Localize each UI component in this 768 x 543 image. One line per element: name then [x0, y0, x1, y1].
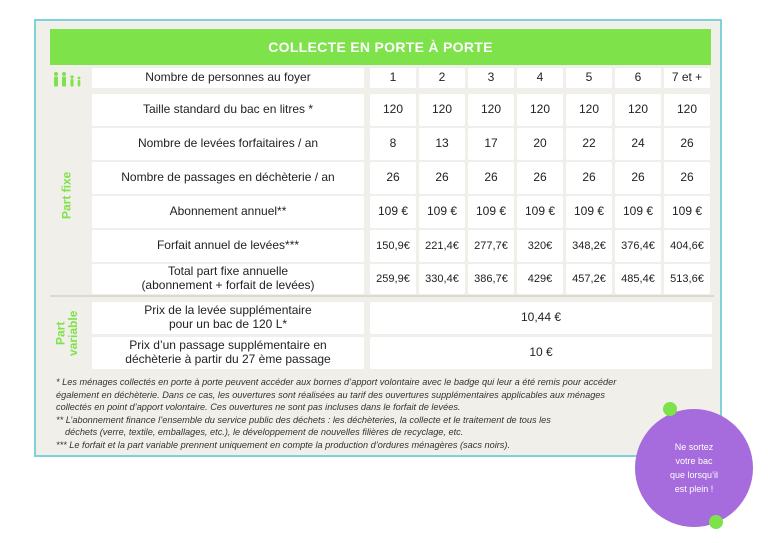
value-cell: 513,6€: [664, 264, 710, 294]
value-cell: 20: [517, 128, 563, 160]
footnote-line: déchets (verre, textile, emballages, etc.), le développement de nouvelles filières de recyclage, etc.: [65, 427, 464, 437]
value-cell: 120: [566, 94, 612, 126]
value-cell: 3: [468, 68, 514, 88]
value-cell: 404,6€: [664, 230, 710, 262]
value-cell: 120: [419, 94, 465, 126]
table-row: [36, 128, 724, 160]
reminder-bubble: [635, 409, 753, 527]
variable-label: [92, 337, 364, 369]
value-cell: 26: [419, 162, 465, 194]
value-cell: 320€: [517, 230, 563, 262]
value-cell: 109 €: [615, 196, 661, 228]
value-cell: 120: [664, 94, 710, 126]
value-cell: 277,7€: [468, 230, 514, 262]
table-row: [36, 162, 724, 194]
table-row: [36, 94, 724, 126]
value-cell: 109 €: [468, 196, 514, 228]
value-cell: 26: [517, 162, 563, 194]
value-cell: 109 €: [419, 196, 465, 228]
value-cell: 348,2€: [566, 230, 612, 262]
value-cell: 26: [615, 162, 661, 194]
value-cell: 109 €: [566, 196, 612, 228]
value-cell: 17: [468, 128, 514, 160]
decorative-dot: [663, 402, 677, 416]
banner-title: COLLECTE EN PORTE À PORTE: [50, 29, 711, 65]
row-label: Nombre de personnes au foyer: [92, 68, 364, 88]
value-cell: 259,9€: [370, 264, 416, 294]
value-cell: 221,4€: [419, 230, 465, 262]
value-cell: 4: [517, 68, 563, 88]
value-cell: 2: [419, 68, 465, 88]
variable-label-line2: déchèterie à partir du 27 ème passage: [125, 352, 331, 366]
footnote-line: *** Le forfait et la part variable prennent uniquement en compte la production d’ordures ménagères (sacs noirs).: [56, 439, 511, 450]
value-cell: 330,4€: [419, 264, 465, 294]
value-cell: 457,2€: [566, 264, 612, 294]
variable-label-line1: Prix de la levée supplémentaire: [144, 303, 312, 318]
value-cell: 150,9€: [370, 230, 416, 262]
value-cell: 109 €: [517, 196, 563, 228]
value-cell: 386,7€: [468, 264, 514, 294]
variable-row: [36, 337, 724, 369]
value-cell: 26: [370, 162, 416, 194]
footnote-line: également en déchèterie. Dans ce cas, les ouvertures sont réalisées au tarif des ouvertures supplémentaires applicables aux ménages: [56, 389, 606, 400]
collection-card: [34, 19, 722, 457]
row-label-line2: (abonnement + forfait de levées): [141, 278, 315, 292]
variable-label-line2: pour un bac de 120 L*: [168, 317, 288, 331]
footnote-line: * Les ménages collectés en porte à porte peuvent accéder aux bornes d’apport volontaire avec le badge qui leur a été remis pour accéder: [56, 377, 617, 387]
variable-label-line1: Prix d’un passage supplémentaire en: [129, 338, 327, 353]
reminder-text: Ne sortez votre bac que lorsqu’il est plein !: [669, 442, 719, 494]
value-cell: 26: [664, 128, 710, 160]
value-cell: 7 et +: [664, 68, 710, 88]
value-cell: 22: [566, 128, 612, 160]
table-row: [36, 68, 724, 88]
footnotes: [56, 376, 721, 451]
value-cell: 485,4€: [615, 264, 661, 294]
value-cell: 109 €: [370, 196, 416, 228]
row-label-line1: Total part fixe annuelle: [167, 264, 289, 279]
value-cell: 1: [370, 68, 416, 88]
value-cell: 109 €: [664, 196, 710, 228]
side-label-part-variable: Part variable: [53, 310, 80, 356]
value-cell: 5: [566, 68, 612, 88]
value-cell: 26: [468, 162, 514, 194]
value-cell: 26: [566, 162, 612, 194]
row-label: Nombre de levées forfaitaires / an: [92, 128, 364, 160]
value-cell: 376,4€: [615, 230, 661, 262]
variable-value: 10 €: [370, 337, 712, 369]
side-label-part-fixe: Part fixe: [59, 171, 74, 219]
row-label: Forfait annuel de levées***: [92, 230, 364, 262]
variable-label: [92, 302, 364, 334]
value-cell: 6: [615, 68, 661, 88]
variable-value: 10,44 €: [370, 302, 712, 334]
variable-row: [36, 302, 724, 334]
value-cell: 429€: [517, 264, 563, 294]
footnote-line: collectés en point d’apport volontaire. Ces ouvertures ne sont pas incluses dans le forfait de levées.: [56, 402, 461, 412]
footnote-line: ** L’abonnement finance l’ensemble du service public des déchets : les déchèteries, la collecte et le traitement de tous les: [56, 414, 551, 425]
value-cell: 120: [517, 94, 563, 126]
value-cell: 26: [664, 162, 710, 194]
value-cell: 13: [419, 128, 465, 160]
value-cell: 24: [615, 128, 661, 160]
row-label: Taille standard du bac en litres *: [92, 94, 364, 126]
value-cell: 120: [468, 94, 514, 126]
table-row: [36, 196, 724, 228]
decorative-dot: [709, 515, 723, 529]
table-row: [36, 230, 724, 262]
value-cell: 120: [370, 94, 416, 126]
row-label: Nombre de passages en déchèterie / an: [92, 162, 364, 194]
row-label: Abonnement annuel**: [92, 196, 364, 228]
value-cell: 120: [615, 94, 661, 126]
table-row: [36, 264, 724, 296]
value-cell: 8: [370, 128, 416, 160]
row-label: [92, 264, 364, 294]
